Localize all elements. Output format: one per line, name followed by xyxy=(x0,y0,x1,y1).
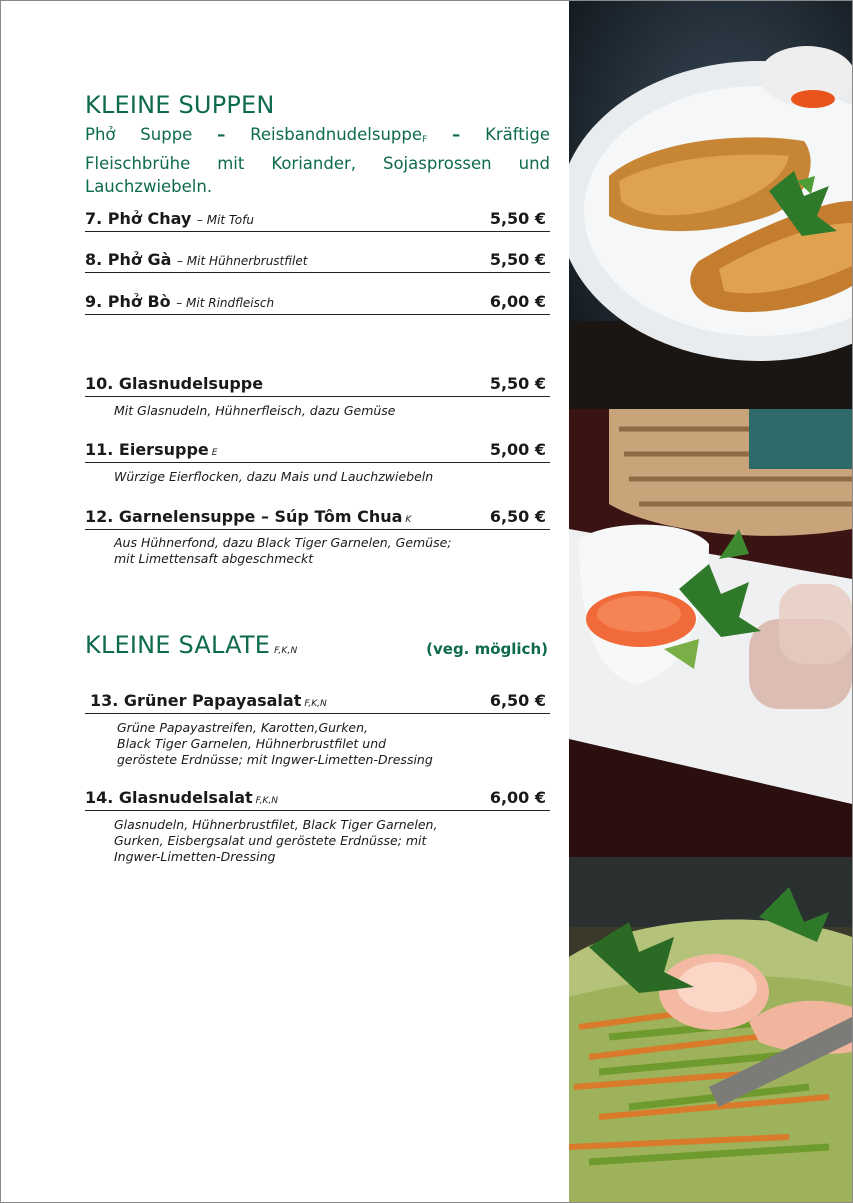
description-line: Gurken, Eisbergsalat und geröstete Erdnüsse; mit xyxy=(114,833,427,848)
item-allergen: K xyxy=(405,515,412,525)
item-name xyxy=(85,374,263,393)
menu-item-11 xyxy=(85,438,550,463)
item-description: Mit Glasnudeln, Hühnerfleisch, dazu Gemüse xyxy=(114,403,396,418)
item-description xyxy=(117,720,497,768)
item-price: 5,50 € xyxy=(489,374,546,393)
item-name xyxy=(85,250,307,269)
item-allergen: F,K,N xyxy=(304,699,327,709)
item-title: 13. Grüner Papayasalat xyxy=(90,691,302,710)
intro-noodle: Reisbandnudelsuppe xyxy=(250,125,423,144)
fried-spring-rolls-photo xyxy=(569,1,852,409)
summer-rolls-photo xyxy=(569,409,852,857)
item-title: 7. Phở Chay xyxy=(85,209,192,228)
item-price: 6,00 € xyxy=(489,788,546,807)
item-description: Würzige Eierflocken, dazu Mais und Lauchzwiebeln xyxy=(114,469,434,484)
item-price: 5,50 € xyxy=(489,250,546,269)
intro-dash-2: – xyxy=(452,125,461,144)
menu-item-12 xyxy=(85,505,550,530)
veg-note: (veg. möglich) xyxy=(426,640,548,658)
photo-strip xyxy=(569,1,852,1202)
item-price: 6,00 € xyxy=(489,292,546,311)
soups-heading xyxy=(85,91,275,119)
menu-item-8 xyxy=(85,248,550,273)
item-name xyxy=(85,440,217,459)
item-title: 11. Eiersuppe xyxy=(85,440,209,459)
item-note: – Mit Rindfleisch xyxy=(176,296,275,310)
intro-dash-1: – xyxy=(217,125,226,144)
item-name xyxy=(85,292,274,311)
menu-item-9 xyxy=(85,290,550,315)
item-price: 5,00 € xyxy=(489,440,546,459)
item-allergen: E xyxy=(211,448,218,458)
description-line: geröstete Erdnüsse; mit Ingwer-Limetten-Dressing xyxy=(117,752,433,767)
item-price: 5,50 € xyxy=(489,209,546,228)
item-name xyxy=(85,507,411,526)
salads-allergens: F,K,N xyxy=(274,646,298,656)
soups-title: KLEINE SUPPEN xyxy=(85,91,275,119)
menu-item-14 xyxy=(85,786,550,811)
item-title: 10. Glasnudelsuppe xyxy=(85,374,264,393)
item-name xyxy=(90,691,327,710)
menu-item-10 xyxy=(85,372,550,397)
item-price: 6,50 € xyxy=(489,507,546,526)
description-line: Aus Hühnerfond, dazu Black Tiger Garnelen, Gemüse; xyxy=(114,535,452,550)
item-name xyxy=(85,209,254,228)
salads-heading xyxy=(85,631,297,659)
description-line: Black Tiger Garnelen, Hühnerbrustfilet und xyxy=(117,736,387,751)
description-line: Ingwer-Limetten-Dressing xyxy=(114,849,276,864)
soups-intro xyxy=(85,123,550,198)
papaya-salad-photo xyxy=(569,857,852,1202)
menu-item-7 xyxy=(85,207,550,232)
item-title: 9. Phở Bò xyxy=(85,292,171,311)
description-line: mit Limettensaft abgeschmeckt xyxy=(114,551,314,566)
item-title: 14. Glasnudelsalat xyxy=(85,788,253,807)
item-price: 6,50 € xyxy=(489,691,546,710)
intro-allergen: F xyxy=(422,135,428,145)
item-name xyxy=(85,788,278,807)
item-description xyxy=(114,817,494,865)
description-line: Glasnudeln, Hühnerbrustfilet, Black Tiger Garnelen, xyxy=(114,817,438,832)
description-line: Grüne Papayastreifen, Karotten,Gurken, xyxy=(117,720,369,735)
salads-title: KLEINE SALATE xyxy=(85,631,271,659)
intro-rest: Kräftige Fleischbrühe mit Koriander, Sojasprossen und Lauchzwiebeln. xyxy=(85,125,550,196)
item-title: 12. Garnelensuppe – Súp Tôm Chua xyxy=(85,507,403,526)
item-description xyxy=(114,535,494,567)
intro-pho: Phở Suppe xyxy=(85,125,193,144)
item-title: 8. Phở Gà xyxy=(85,250,172,269)
item-note: – Mit Hühnerbrustfilet xyxy=(176,254,308,268)
item-allergen: F,K,N xyxy=(255,796,279,806)
menu-item-13 xyxy=(85,689,550,714)
item-note: – Mit Tofu xyxy=(196,213,254,227)
